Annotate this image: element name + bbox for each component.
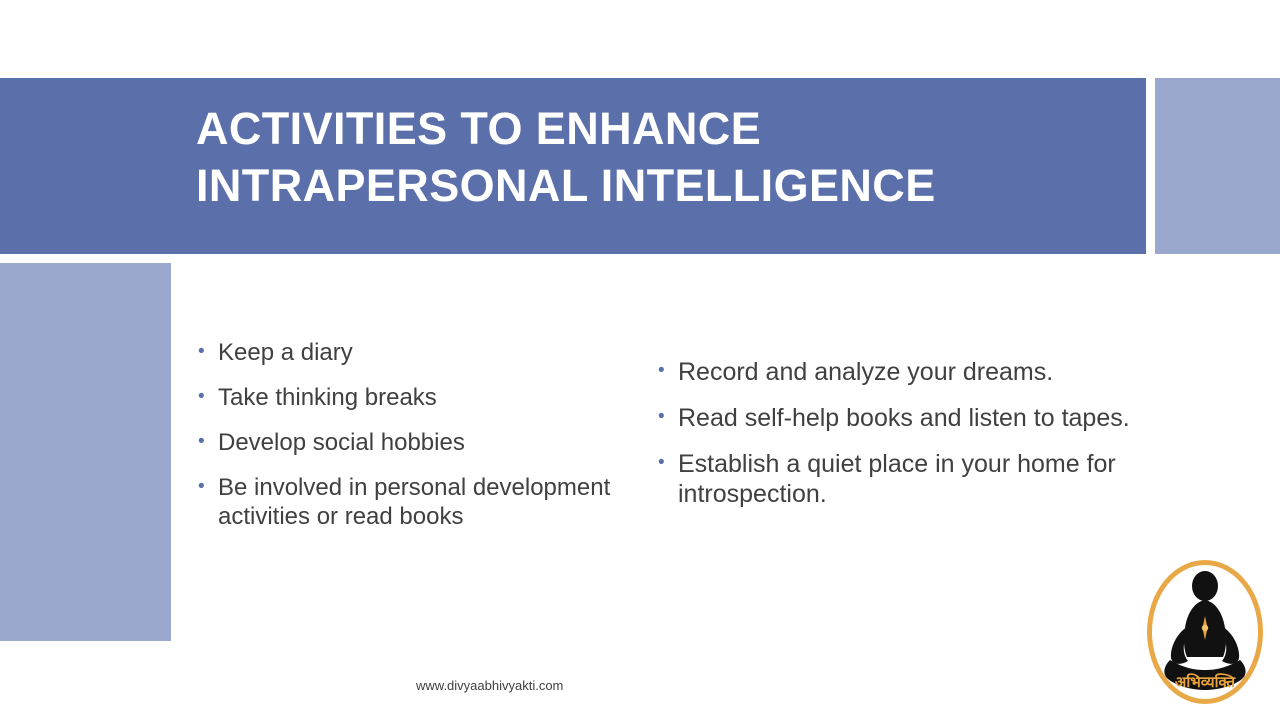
logo-caption: अभिव्यक्ति [1174, 673, 1236, 691]
right-bullet-list [656, 357, 1141, 509]
left-decorative-block [0, 263, 171, 641]
left-content-column [196, 338, 616, 547]
list-item: • Keep a diary [196, 338, 616, 367]
list-item: • Record and analyze your dreams. [656, 357, 1141, 387]
footer-website-url: www.divyaabhivyakti.com [416, 678, 564, 693]
list-item: • Read self-help books and listen to tapes. [656, 403, 1141, 433]
left-bullet-list [196, 338, 616, 531]
list-item: • Develop social hobbies [196, 428, 616, 457]
meditating-figure-logo [1130, 556, 1280, 708]
title-banner-accent [1155, 78, 1280, 254]
list-item: • Establish a quiet place in your home for introspection. [656, 449, 1141, 509]
page-title: ACTIVITIES TO ENHANCE INTRAPERSONAL INTELLIGENCE [196, 103, 936, 211]
list-item: • Take thinking breaks [196, 383, 616, 412]
right-content-column [656, 357, 1141, 525]
list-item: • Be involved in personal development activities or read books [196, 473, 616, 531]
